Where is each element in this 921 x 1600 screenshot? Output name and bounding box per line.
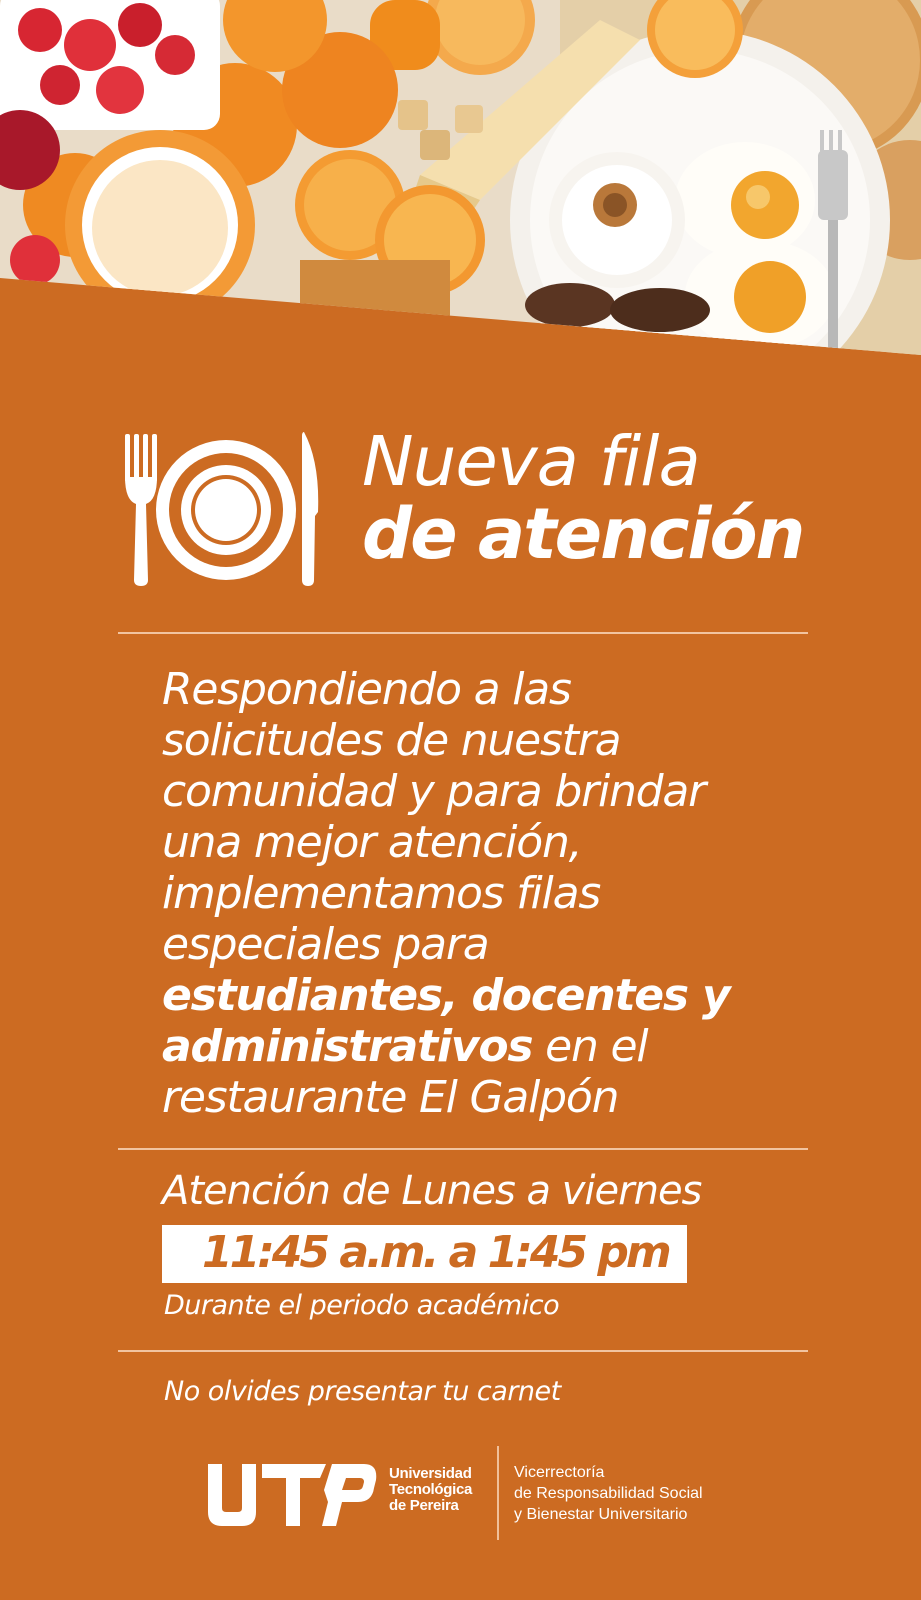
body-line: solicitudes de nuestra (162, 715, 621, 766)
fork-plate-knife-icon (122, 432, 327, 592)
body-line: restaurante El Galpón (162, 1072, 619, 1123)
announcement-text (162, 664, 822, 1123)
utp-logo (208, 1460, 378, 1526)
university-name-line: Tecnológica (389, 1481, 473, 1498)
vicerrectoria-line: y Bienestar Universitario (514, 1506, 688, 1523)
footer-divider (497, 1446, 499, 1540)
university-name (389, 1466, 472, 1514)
audience-bold-2: administrativos (162, 1021, 533, 1072)
schedule-hours-box (162, 1225, 687, 1283)
page-title (362, 422, 804, 575)
body-after-bold: en el (545, 1021, 648, 1072)
vicerrectoria-line: Vicerrectoría (514, 1464, 605, 1481)
body-line: Respondiendo a las (162, 664, 571, 715)
vicerrectoria-line: de Responsabilidad Social (514, 1485, 703, 1502)
body-line: implementamos filas (162, 868, 601, 919)
vicerrectoria-name (514, 1462, 703, 1525)
audience-bold-1: estudiantes, docentes y (162, 970, 730, 1021)
divider-middle (118, 1148, 808, 1150)
body-line-bold (162, 970, 822, 1021)
university-name-line: Universidad (389, 1465, 472, 1482)
reminder-text: No olvides presentar tu carnet (164, 1376, 561, 1407)
body-line: especiales para (162, 919, 489, 970)
divider-bottom (118, 1350, 808, 1352)
breakfast-food-photo (0, 0, 921, 360)
schedule-note: Durante el periodo académico (164, 1290, 560, 1321)
title-line-2: de atención (362, 493, 804, 575)
title-line-1: Nueva fila (362, 422, 700, 502)
schedule-hours: 11:45 a.m. a 1:45 pm (202, 1227, 669, 1278)
body-line: una mejor atención, (162, 817, 582, 868)
schedule-label: Atención de Lunes a viernes (162, 1168, 702, 1214)
university-name-line: de Pereira (389, 1497, 459, 1514)
divider-top (118, 632, 808, 634)
body-line-mixed (162, 1021, 822, 1072)
body-line: comunidad y para brindar (162, 766, 706, 817)
